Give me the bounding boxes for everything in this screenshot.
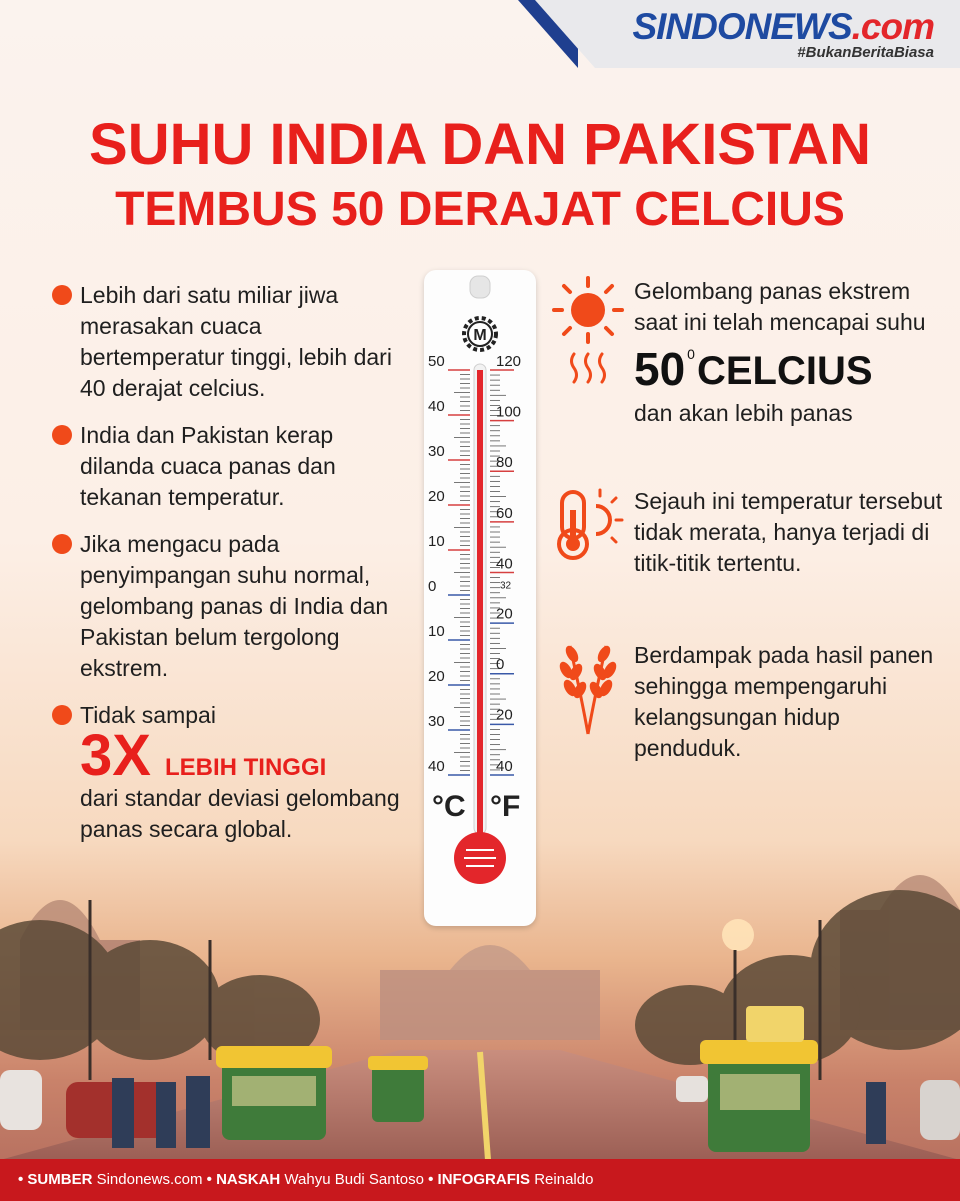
page-title <box>0 112 960 236</box>
brand-main: SINDONEWS <box>632 6 852 47</box>
celsius-label: 50 <box>428 353 445 370</box>
bullet-dot <box>52 285 72 305</box>
temperature-unit: CELCIUS <box>696 349 873 393</box>
degree-mark: 0 <box>687 346 695 362</box>
fahrenheit-unit: °F <box>490 790 521 823</box>
point-intro: Tidak sampai <box>80 702 216 728</box>
fahrenheit-label: 40 <box>496 758 513 775</box>
right-point-3 <box>552 640 952 764</box>
sun-heat-icon <box>552 276 624 394</box>
celsius-label: 40 <box>428 758 445 775</box>
fahrenheit-label: 32 <box>500 580 512 592</box>
title-line-2: TEMBUS 50 DERAJAT CELCIUS <box>115 183 845 236</box>
celsius-label: 30 <box>428 443 445 460</box>
fahrenheit-label: 100 <box>496 403 522 421</box>
celsius-label: 0 <box>428 578 437 595</box>
source-label: • SUMBER <box>18 1171 93 1188</box>
celsius-label: 30 <box>428 713 445 730</box>
hashtag: #BukanBeritaBiasa <box>797 44 934 61</box>
point-text: Sejauh ini temperatur tersebut tidak merata, hanya terjadi di titik-titik tertentu. <box>634 488 943 576</box>
fahrenheit-label: 20 <box>496 605 513 623</box>
fahrenheit-label: 60 <box>496 504 513 522</box>
celsius-label: 40 <box>428 398 445 415</box>
bullet-dot <box>52 705 72 725</box>
point-text: Jika mengacu pada penyimpangan suhu normal, gelombang panas di India dan Pakistan belum tergolong ekstrem. <box>80 531 389 681</box>
point-text: dan akan lebih panas <box>634 400 853 426</box>
writer-value: Wahyu Budi Santoso <box>284 1171 424 1188</box>
writer-label: • NASKAH <box>206 1171 281 1188</box>
left-point-2 <box>52 420 412 513</box>
fahrenheit-label: 20 <box>496 706 513 724</box>
celsius-label: 20 <box>428 668 445 685</box>
fahrenheit-label: 120 <box>496 353 522 370</box>
fahrenheit-label: 80 <box>496 454 513 472</box>
source-value: Sindonews.com <box>96 1171 203 1188</box>
highlight-3x <box>80 723 412 788</box>
left-point-3 <box>52 529 412 684</box>
celsius-label: 10 <box>428 533 445 550</box>
thermometer-sun-icon <box>552 486 624 562</box>
temperature-highlight <box>634 343 952 396</box>
gear-logo-icon <box>464 318 496 350</box>
point-text: Lebih dari satu miliar jiwa merasakan cuaca bertemperatur tinggi, lebih dari 40 derajat celcius. <box>80 282 392 401</box>
point-text: India dan Pakistan kerap dilanda cuaca panas dan tekanan temperatur. <box>80 422 336 510</box>
brand-suffix: .com <box>851 6 934 47</box>
wheat-icon <box>552 640 624 736</box>
bullet-dot <box>52 425 72 445</box>
point-text: dari standar deviasi gelombang panas secara global. <box>80 785 400 842</box>
temperature-value: 50 <box>634 343 686 395</box>
mercury-column <box>477 370 483 840</box>
celsius-label: 10 <box>428 623 445 640</box>
title-line-1: SUHU INDIA DAN PAKISTAN <box>89 112 871 177</box>
bullet-dot <box>52 534 72 554</box>
left-point-1 <box>52 280 412 404</box>
city-scene-illustration <box>0 820 960 1160</box>
highlight-text: LEBIH TINGGI <box>164 754 327 781</box>
right-point-1 <box>552 276 952 472</box>
fahrenheit-label: 40 <box>496 555 513 573</box>
right-point-2 <box>552 486 952 630</box>
right-points <box>552 276 952 764</box>
credits-footer <box>0 1159 960 1201</box>
sindonews-logo[interactable] <box>632 6 934 61</box>
big-number: 3X <box>80 723 151 788</box>
left-points <box>52 280 412 861</box>
celsius-unit: °C <box>432 790 466 823</box>
svg-text:M: M <box>473 327 487 344</box>
point-text: Berdampak pada hasil panen sehingga mempengaruhi kelangsungan hidup penduduk. <box>634 642 934 761</box>
fahrenheit-label: 0 <box>496 656 505 673</box>
graphic-label: • INFOGRAFIS <box>428 1171 531 1188</box>
celsius-label: 20 <box>428 488 445 505</box>
point-text: Gelombang panas ekstrem saat ini telah mencapai suhu <box>634 278 926 335</box>
graphic-value: Reinaldo <box>534 1171 594 1188</box>
